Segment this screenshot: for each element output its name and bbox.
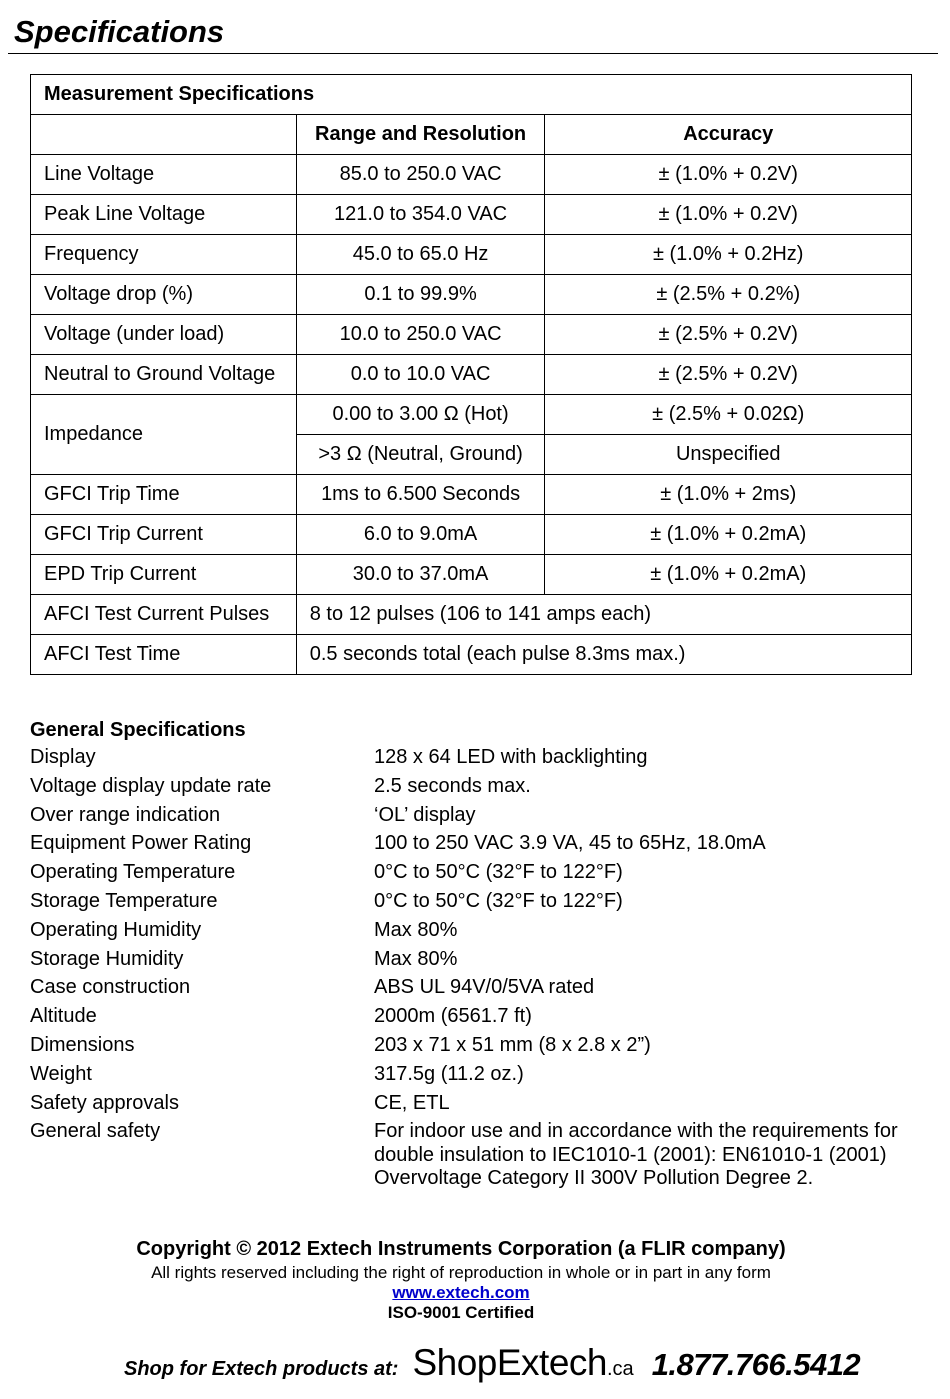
spec-label: Altitude (30, 1005, 97, 1028)
parameter-name: Line Voltage (31, 155, 297, 195)
title-divider (8, 53, 938, 54)
table-row (31, 235, 912, 275)
afci-pulses-value: 8 to 12 pulses (106 to 141 amps each) (296, 595, 911, 635)
column-header-range: Range and Resolution (296, 115, 545, 155)
parameter-name: EPD Trip Current (31, 555, 297, 595)
copyright-notice: Copyright © 2012 Extech Instruments Corporation (a FLIR company) (136, 1238, 786, 1260)
parameter-name: Neutral to Ground Voltage (31, 355, 297, 395)
rights-notice: All rights reserved including the right of reproduction in whole or in part in any form (151, 1263, 771, 1282)
safety-line: double insulation to IEC1010-1 (2001): EN61010-1 (2001) (374, 1143, 887, 1166)
accuracy-value: ± (2.5% + 0.2V) (545, 355, 912, 395)
measurement-heading: Measurement Specifications (31, 75, 912, 115)
spec-row (30, 804, 920, 833)
range-value: >3 Ω (Neutral, Ground) (296, 435, 545, 475)
accuracy-value: ± (1.0% + 0.2mA) (545, 515, 912, 555)
measurement-specifications-table (30, 74, 912, 675)
range-value: 45.0 to 65.0 Hz (296, 235, 545, 275)
afci-time-value: 0.5 seconds total (each pulse 8.3ms max.) (296, 635, 911, 675)
spec-value: 0°C to 50°C (32°F to 122°F) (374, 861, 623, 884)
spec-value: 128 x 64 LED with backlighting (374, 746, 648, 768)
spec-row (30, 861, 920, 890)
range-value: 121.0 to 354.0 VAC (296, 195, 545, 235)
shop-tld: .ca (607, 1358, 634, 1380)
table-header-row (31, 115, 912, 155)
range-value: 0.00 to 3.00 Ω (Hot) (296, 395, 545, 435)
spec-value: 2000m (6561.7 ft) (374, 1005, 532, 1028)
spec-label: Voltage display update rate (30, 774, 272, 797)
table-title-row (31, 75, 912, 115)
spec-row (30, 775, 920, 804)
safety-line: For indoor use and in accordance with the requirements for (374, 1120, 898, 1143)
spec-row (30, 890, 920, 919)
table-row-impedance (31, 395, 912, 435)
range-value: 0.0 to 10.0 VAC (296, 355, 545, 395)
spec-label: Display (30, 746, 96, 768)
parameter-name: Frequency (31, 235, 297, 275)
range-value: 0.1 to 99.9% (296, 275, 545, 315)
iso-certification: ISO-9001 Certified (387, 1303, 535, 1322)
parameter-name: AFCI Test Time (31, 635, 297, 675)
general-heading: General Specifications (30, 719, 246, 741)
spec-row (30, 832, 920, 861)
table-row (31, 355, 912, 395)
accuracy-value: ± (1.0% + 0.2V) (545, 195, 912, 235)
header-blank-cell (31, 115, 297, 155)
parameter-name: Voltage drop (%) (31, 275, 297, 315)
accuracy-value: ± (1.0% + 0.2Hz) (545, 235, 912, 275)
spec-row (30, 746, 920, 775)
spec-label: Operating Temperature (30, 861, 236, 884)
spec-label: Weight (30, 1062, 92, 1085)
parameter-name: Voltage (under load) (31, 315, 297, 355)
general-specifications (30, 717, 920, 1191)
range-value: 6.0 to 9.0mA (296, 515, 545, 555)
page-title: Specifications (14, 14, 225, 49)
spec-value: 100 to 250 VAC 3.9 VA, 45 to 65Hz, 18.0mA (374, 832, 766, 855)
table-row (31, 475, 912, 515)
spec-label: General safety (30, 1120, 161, 1143)
accuracy-value: ± (1.0% + 0.2V) (545, 155, 912, 195)
shop-brand: ShopExtech (412, 1342, 607, 1383)
spec-row (30, 919, 920, 948)
table-row (31, 155, 912, 195)
range-value: 30.0 to 37.0mA (296, 555, 545, 595)
accuracy-value: ± (2.5% + 0.2V) (545, 315, 912, 355)
table-row (31, 275, 912, 315)
website-link[interactable]: www.extech.com (392, 1283, 530, 1302)
parameter-name: GFCI Trip Current (31, 515, 297, 555)
spec-row (30, 1034, 920, 1063)
shop-banner (124, 1342, 860, 1392)
table-row-afci-time (31, 635, 912, 675)
spec-label: Storage Temperature (30, 889, 218, 912)
spec-value: 203 x 71 x 51 mm (8 x 2.8 x 2”) (374, 1033, 651, 1056)
spec-row (30, 948, 920, 977)
range-value: 10.0 to 250.0 VAC (296, 315, 545, 355)
spec-label: Dimensions (30, 1033, 135, 1056)
spec-value: 0°C to 50°C (32°F to 122°F) (374, 889, 623, 912)
range-value: 85.0 to 250.0 VAC (296, 155, 545, 195)
spec-row (30, 1092, 920, 1121)
accuracy-value: Unspecified (545, 435, 912, 475)
spec-label: Safety approvals (30, 1091, 179, 1114)
spec-value-multiline (374, 1120, 920, 1191)
spec-row (30, 1063, 920, 1092)
table-row (31, 555, 912, 595)
shop-prompt: Shop for Extech products at: (124, 1358, 399, 1380)
table-row-afci-pulses (31, 595, 912, 635)
table-row (31, 195, 912, 235)
table-row (31, 315, 912, 355)
spec-value: Max 80% (374, 947, 458, 970)
table-row (31, 515, 912, 555)
spec-value: ‘OL’ display (374, 803, 476, 826)
accuracy-value: ± (2.5% + 0.2%) (545, 275, 912, 315)
spec-label: Storage Humidity (30, 947, 184, 970)
accuracy-value: ± (1.0% + 0.2mA) (545, 555, 912, 595)
spec-row (30, 976, 920, 1005)
accuracy-value: ± (1.0% + 2ms) (545, 475, 912, 515)
phone-number: 1.877.766.5412 (651, 1347, 861, 1382)
spec-value: Max 80% (374, 918, 458, 941)
spec-value: 2.5 seconds max. (374, 774, 531, 797)
spec-row (30, 1005, 920, 1034)
spec-value: ABS UL 94V/0/5VA rated (374, 976, 595, 999)
parameter-name: Impedance (31, 395, 297, 475)
spec-value: 317.5g (11.2 oz.) (374, 1062, 524, 1085)
spec-row-general-safety (30, 1120, 920, 1191)
range-value: 1ms to 6.500 Seconds (296, 475, 545, 515)
spec-value: CE, ETL (374, 1091, 450, 1114)
spec-label: Case construction (30, 976, 191, 999)
spec-label: Operating Humidity (30, 918, 202, 941)
column-header-accuracy: Accuracy (545, 115, 912, 155)
spec-label: Equipment Power Rating (30, 832, 252, 855)
safety-line: Overvoltage Category II 300V Pollution Degree 2. (374, 1167, 814, 1190)
accuracy-value: ± (2.5% + 0.02Ω) (545, 395, 912, 435)
parameter-name: Peak Line Voltage (31, 195, 297, 235)
parameter-name: AFCI Test Current Pulses (31, 595, 297, 635)
spec-label: Over range indication (30, 803, 221, 826)
parameter-name: GFCI Trip Time (31, 475, 297, 515)
